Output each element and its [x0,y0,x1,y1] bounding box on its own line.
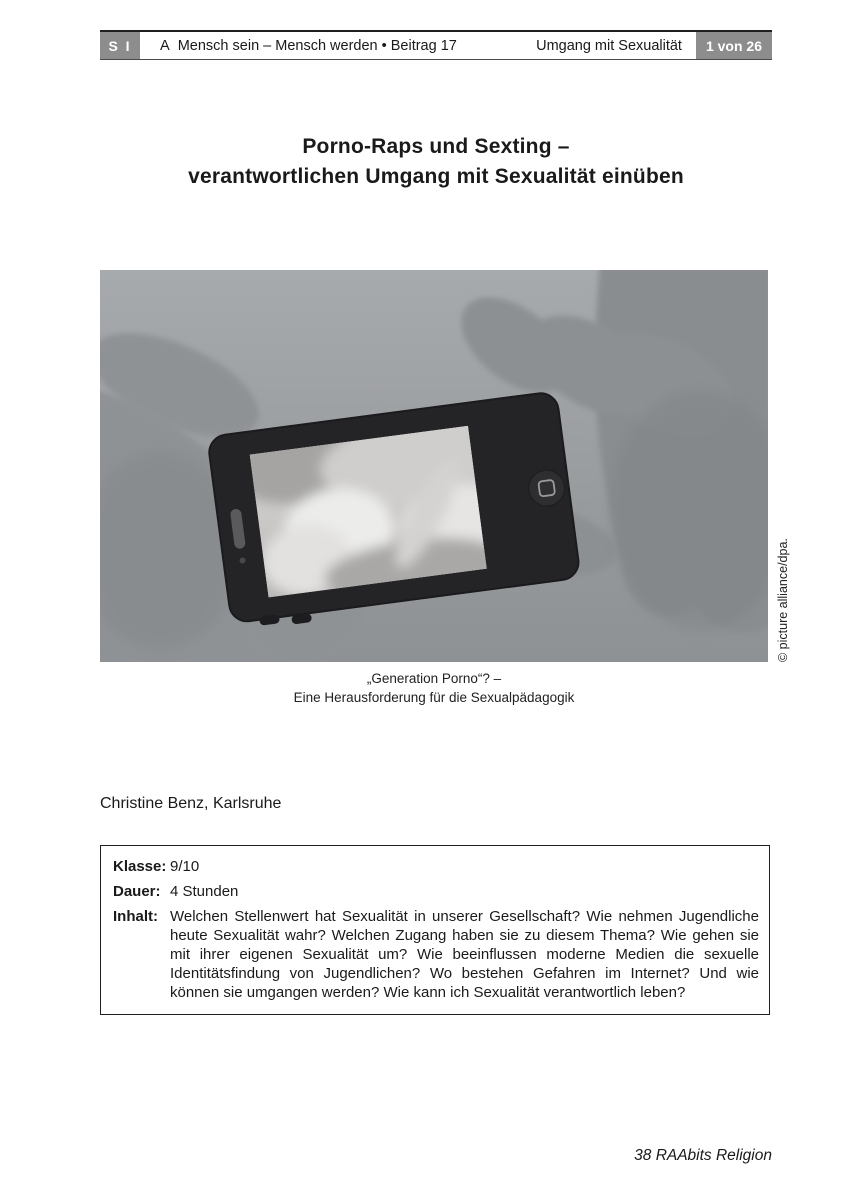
photo-credit: © picture alliance/dpa. [776,538,790,662]
info-value: 9/10 [170,858,200,875]
photo-illustration [100,270,768,662]
topic-title: Umgang mit Sexualität [536,37,682,54]
photo-svg [100,270,768,662]
author-line: Christine Benz, Karlsruhe [100,795,282,812]
photo-caption [100,669,768,707]
info-value: 4 Stunden [170,883,239,900]
footer-publication: 38 RAAbits Religion [634,1147,772,1164]
level-badge: S I [100,32,140,59]
photo-caption-line2: Eine Herausforderung für die Sexualpädagogik [293,690,575,705]
info-row-inhalt [113,907,759,1002]
page-title-line1: Porno-Raps und Sexting – [302,135,570,158]
info-row-dauer [113,882,759,901]
info-label: Dauer: [113,883,161,900]
photo-caption-line1: „Generation Porno“? – [366,671,502,686]
info-label: Inhalt: [113,908,158,925]
lesson-info-box [100,845,770,1015]
series-title: A Mensch sein – Mensch werden • Beitrag 17 [160,37,457,54]
header-spacer [457,32,536,59]
page-title [100,132,772,192]
info-value: Welchen Stellenwert hat Sexualität in unserer Gesellschaft? Wie nehmen Jugendliche heute Sexualität wahr? Welchen Zugang haben sie zu diesem Thema? Wie gehen sie mit ihrer eigenen Sexualität um? Wie beeinflussen moderne Medien die sexuelle Identitätsfindung von Jugendlichen? Wo bestehen Gefahren im Internet? Und wie können sie umgangen werden? Wie kann ich Sexualität verantwortlich leben? [170,908,759,1001]
info-row-klasse [113,857,759,876]
page-title-line2: verantwortlichen Umgang mit Sexualität einüben [188,165,684,188]
page-header [100,30,772,60]
page-number-badge: 1 von 26 [696,32,772,59]
info-label: Klasse: [113,858,167,875]
